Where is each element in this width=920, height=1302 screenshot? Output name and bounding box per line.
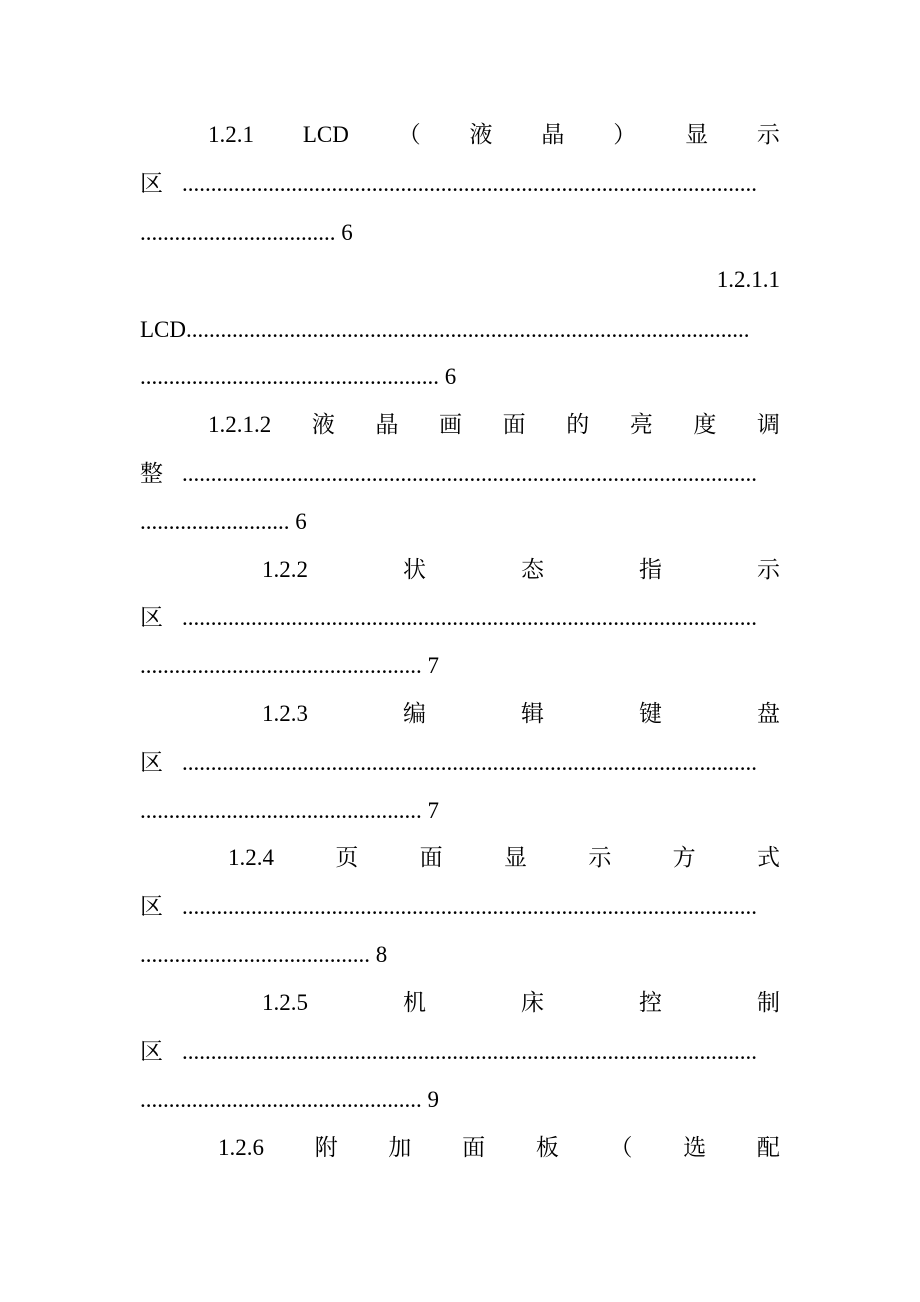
- toc-wrap-char: 区: [140, 1039, 163, 1064]
- toc-token: 面: [419, 845, 443, 870]
- toc-token: 附: [314, 1135, 338, 1160]
- toc-wrap-char: 整: [140, 461, 163, 486]
- toc-token: 度: [693, 412, 717, 437]
- toc-token: 板: [535, 1135, 559, 1160]
- toc-token: 的: [566, 412, 590, 437]
- toc-token: 辑: [521, 701, 544, 726]
- toc-token: （: [609, 1135, 633, 1160]
- toc-wrap-char: 区: [140, 750, 163, 775]
- toc-token: 示: [756, 122, 780, 147]
- toc-page-number: 6: [444, 364, 457, 389]
- toc-token: 晶: [541, 122, 565, 147]
- toc-token: 面: [502, 412, 526, 437]
- toc-token: 指: [639, 557, 662, 582]
- toc-leader-dots: .................................................: [140, 1087, 422, 1112]
- toc-page-number: 6: [341, 220, 353, 245]
- toc-token: 显: [685, 122, 709, 147]
- toc-leader-dots: ..........................: [140, 509, 290, 534]
- toc-token: 晶: [375, 412, 399, 437]
- toc-last-line: [140, 796, 780, 826]
- toc-leader-dots: ....................................................................................................: [182, 894, 757, 919]
- toc-token: 制: [757, 990, 780, 1015]
- toc-token: 状: [403, 557, 426, 582]
- toc-last-line: [140, 940, 780, 970]
- toc-token: （: [397, 122, 421, 147]
- toc-page-number: 7: [427, 653, 439, 678]
- toc-token: 液: [469, 122, 493, 147]
- toc-last-line: [140, 218, 780, 248]
- toc-leader-dots: ..................................: [140, 220, 336, 245]
- toc-leader-line: [140, 748, 786, 778]
- toc-token: 1.2.5: [262, 990, 308, 1015]
- toc-token: 1.2.6: [218, 1135, 264, 1160]
- toc-token: 示: [757, 557, 780, 582]
- toc-leader-line: [140, 603, 786, 633]
- toc-leader-dots: ....................................................................................................: [182, 461, 757, 486]
- toc-page-number: 9: [427, 1087, 439, 1112]
- toc-token: ）: [613, 122, 637, 147]
- toc-token: 控: [639, 990, 662, 1015]
- toc-leader-dots: ....................................................................................................: [182, 171, 757, 196]
- toc-token: 1.2.3: [262, 701, 308, 726]
- toc-token: 画: [439, 412, 463, 437]
- toc-token: 1.2.1.1: [716, 267, 780, 292]
- toc-heading-1-2-1-1: [140, 265, 780, 295]
- toc-token: 1.2.1.2: [208, 412, 272, 437]
- toc-leader-dots: ....................................................................................................: [182, 1039, 757, 1064]
- toc-token: 选: [683, 1135, 707, 1160]
- toc-leader-line: [140, 892, 786, 922]
- toc-heading-1-2-6: [218, 1133, 780, 1163]
- toc-heading-1-2-1-2: [208, 410, 780, 440]
- toc-leader-dots: .................................................: [140, 653, 422, 678]
- toc-heading-1-2-2: [262, 555, 780, 585]
- toc-token: 显: [503, 845, 527, 870]
- toc-page-number: 8: [375, 942, 388, 967]
- toc-leader-dots: ........................................: [140, 942, 370, 967]
- toc-heading-1-2-1: [208, 120, 780, 150]
- toc-wrap-char: 区: [140, 171, 163, 196]
- toc-leader-dots: ....................................................: [140, 364, 439, 389]
- toc-page-number: 6: [295, 509, 307, 534]
- toc-page-number: 7: [427, 798, 439, 823]
- toc-heading-1-2-4: [228, 843, 780, 873]
- toc-token: 面: [462, 1135, 486, 1160]
- toc-last-line: [140, 362, 780, 392]
- toc-leader-line: [140, 315, 782, 345]
- toc-heading-1-2-3: [262, 699, 780, 729]
- toc-token: 式: [756, 845, 780, 870]
- toc-token: 机: [403, 990, 426, 1015]
- toc-token: 态: [521, 557, 544, 582]
- toc-leader-line: [140, 169, 786, 199]
- toc-token: 液: [311, 412, 335, 437]
- toc-last-line: [140, 507, 780, 537]
- toc-token: LCD: [302, 122, 349, 147]
- toc-token: 方: [672, 845, 696, 870]
- toc-token: 亮: [629, 412, 653, 437]
- toc-token: 盘: [757, 701, 780, 726]
- toc-token: 加: [388, 1135, 412, 1160]
- toc-token: 床: [521, 990, 544, 1015]
- toc-token: 1.2.2: [262, 557, 308, 582]
- toc-leader-dots: .................................................: [140, 798, 422, 823]
- toc-last-line: [140, 651, 780, 681]
- toc-leader-dots: ....................................................................................................: [182, 605, 757, 630]
- toc-token: 示: [588, 845, 612, 870]
- toc-wrap-char: 区: [140, 894, 163, 919]
- toc-leader-dots: ....................................................................................................: [182, 750, 757, 775]
- toc-token: 调: [757, 412, 780, 437]
- toc-heading-1-2-5: [262, 988, 780, 1018]
- toc-token: 编: [403, 701, 426, 726]
- toc-token: 键: [639, 701, 662, 726]
- toc-token: 1.2.4: [228, 845, 274, 870]
- toc-leader-line: [140, 459, 786, 489]
- toc-token: 页: [335, 845, 359, 870]
- toc-wrap-char: 区: [140, 605, 163, 630]
- toc-leader-dots: LCD..................................................................................................: [140, 317, 750, 342]
- toc-token: 1.2.1: [208, 122, 254, 147]
- toc-token: 配: [756, 1135, 780, 1160]
- toc-last-line: [140, 1085, 780, 1115]
- toc-leader-line: [140, 1037, 786, 1067]
